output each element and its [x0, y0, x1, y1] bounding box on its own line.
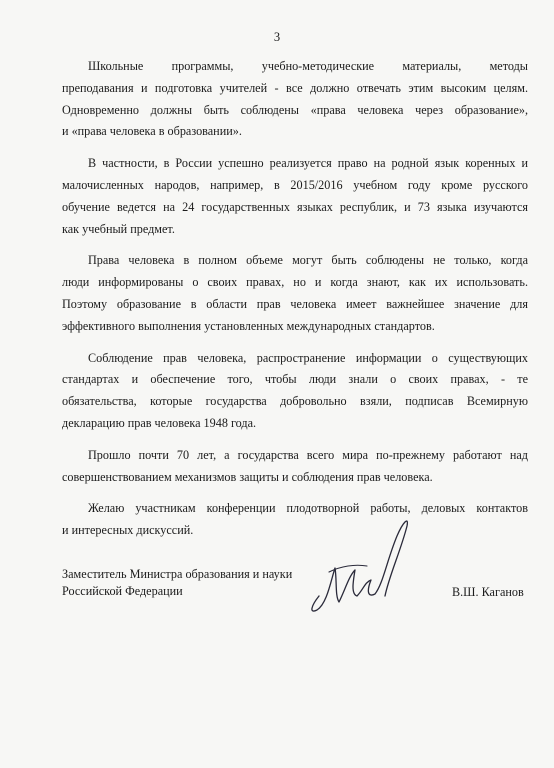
text-line: декларацию прав человека 1948 года. — [62, 415, 257, 430]
paragraph-2 — [62, 153, 528, 240]
text-line: Поэтому образование в области прав человека имеет важнейшее значение для — [62, 296, 528, 311]
text-line: Желаю участникам конференции плодотворной работы, деловых контактов — [88, 501, 528, 516]
signer-title — [62, 566, 322, 600]
text-line: малочисленных народов, например, в 2015/2016 учебном году кроме русского — [62, 177, 528, 192]
paragraph-1 — [62, 56, 528, 143]
signer-name: В.Ш. Каганов — [452, 585, 524, 599]
text-line: и «права человека в образовании». — [62, 124, 242, 139]
paragraph-5 — [62, 445, 528, 489]
text-line: Права человека в полном объеме могут быть соблюдены не только, когда — [88, 253, 528, 268]
text-line: стандартах и обеспечение того, чтобы люди знали о своих правах, - те — [62, 372, 528, 387]
handwritten-signature — [305, 510, 425, 620]
text-line: Одновременно должны быть соблюдены «права человека через образование», — [62, 102, 528, 117]
text-line: обучение ведется на 24 государственных языках республик, и 73 языка изучаются — [62, 199, 528, 214]
text-line: люди информированы о своих правах, но и когда знают, как их использовать. — [62, 275, 528, 290]
text-line: и интересных дискуссий. — [62, 523, 194, 538]
text-line: как учебный предмет. — [62, 221, 175, 236]
text-line: В частности, в России успешно реализуется право на родной язык коренных и — [88, 156, 528, 171]
text-line: преподавания и подготовка учителей - все должно отвечать этим высоким целям. — [62, 80, 528, 95]
text-line: Соблюдение прав человека, распространение информации о существующих — [88, 350, 528, 365]
text-line: Прошло почти 70 лет, а государства всего мира по-прежнему работают над — [88, 447, 528, 462]
paragraph-4 — [62, 348, 528, 435]
paragraph-3 — [62, 250, 528, 337]
page-number: 3 — [273, 30, 281, 44]
signer-title-line-1: Заместитель Министра образования и науки — [62, 567, 293, 581]
text-line: совершенствованием механизмов защиты и соблюдения прав человека. — [62, 469, 433, 484]
letter-body — [62, 56, 528, 552]
paragraph-6 — [62, 498, 528, 542]
text-line: обязательства, которые государства добровольно взяли, подписав Всемирную — [62, 394, 528, 409]
text-line: Школьные программы, учебно-методические материалы, методы — [88, 59, 528, 73]
signer-title-line-2: Российской Федерации — [62, 584, 183, 598]
text-line: эффективного выполнения установленных международных стандартов. — [62, 318, 435, 333]
